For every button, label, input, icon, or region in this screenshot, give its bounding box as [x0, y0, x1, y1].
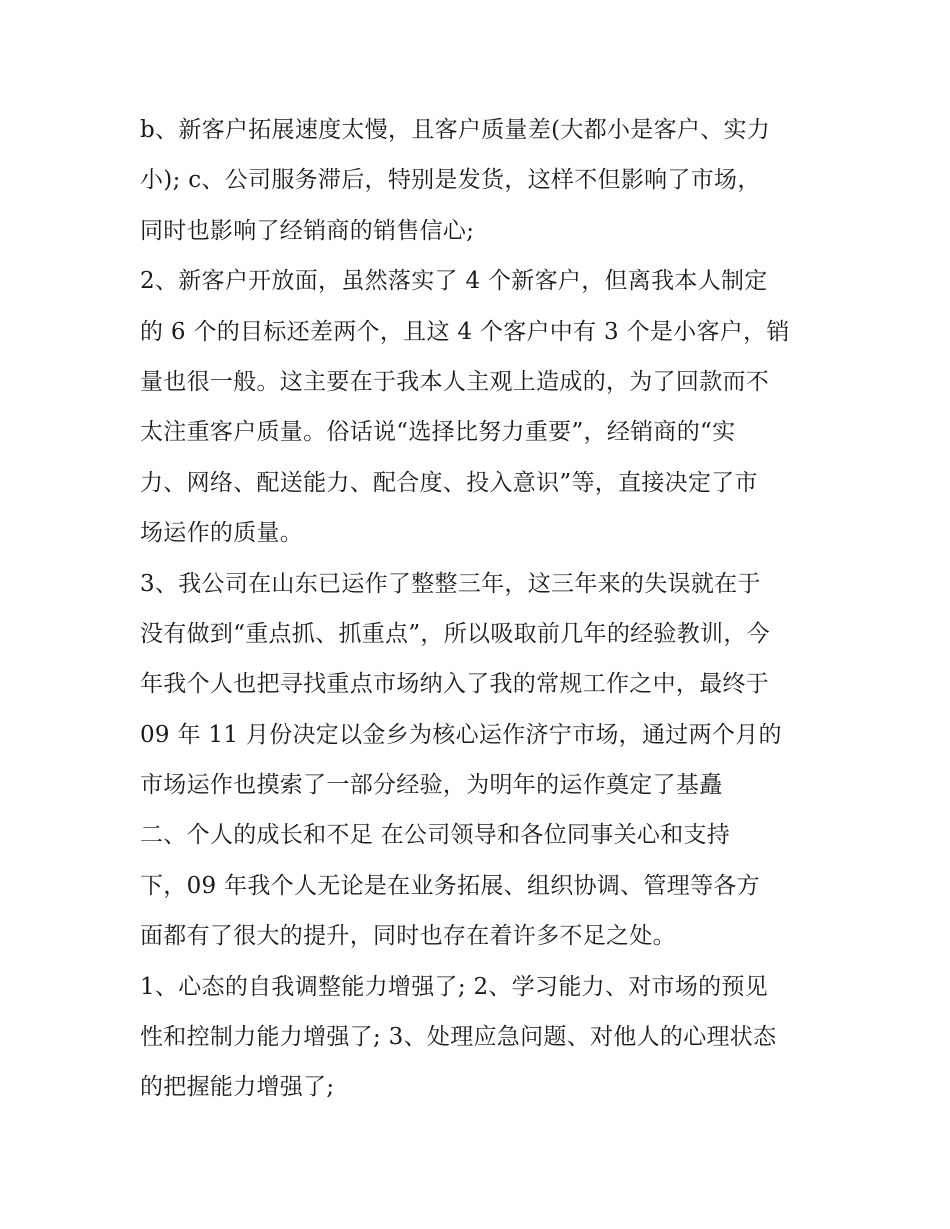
- text-line: 太注重客户质量。俗话说“选择比努力重要”，经销商的“实: [140, 419, 736, 446]
- text-line: 同时也影响了经销商的销售信心;: [140, 217, 475, 244]
- text-line: 二、个人的成长和不足 在公司领导和各位同事关心和支持: [140, 822, 731, 849]
- document-body: [140, 105, 830, 1113]
- text-line: 小); c、公司服务滞后，特别是发货，这样不但影响了市场，: [140, 167, 761, 194]
- text-line: 的 6 个的目标还差两个，且这 4 个客户中有 3 个是小客户，销: [140, 318, 790, 345]
- text-line: 年我个人也把寻找重点市场纳入了我的常规工作之中，最终于: [140, 671, 770, 698]
- text-line: 1、心态的自我调整能力增强了; 2、学习能力、对市场的预见: [140, 973, 769, 1000]
- text-line: 力、网络、配送能力、配合度、投入意识”等，直接决定了市: [140, 469, 758, 496]
- text-line: b、新客户拓展速度太慢，且客户质量差(大都小是客户、实力: [140, 117, 771, 143]
- text-line: 市场运作也摸索了一部分经验，为明年的运作奠定了基矗: [140, 772, 723, 799]
- text-line: 09 年 11 月份决定以金乡为核心运作济宁市场，通过两个月的: [140, 721, 782, 748]
- text-line: 没有做到“重点抓、抓重点”，所以吸取前几年的经验教训，今: [140, 620, 770, 647]
- text-line: 量也很一般。这主要在于我本人主观上造成的，为了回款而不: [140, 368, 770, 395]
- text-line: 下，09 年我个人无论是在业务拓展、组织协调、管理等各方: [140, 872, 760, 899]
- text-line: 性和控制力能力增强了; 3、处理应急问题、对他人的心理状态: [140, 1024, 777, 1051]
- text-line: 的把握能力增强了;: [140, 1074, 335, 1101]
- text-line: 3、我公司在山东已运作了整整三年，这三年来的失误就在于: [140, 570, 761, 597]
- text-line: 2、新客户开放面，虽然落实了 4 个新客户，但离我本人制定: [140, 268, 768, 295]
- text-line: 面都有了很大的提升，同时也存在着许多不足之处。: [140, 923, 676, 950]
- text-line: 场运作的质量。: [140, 520, 304, 547]
